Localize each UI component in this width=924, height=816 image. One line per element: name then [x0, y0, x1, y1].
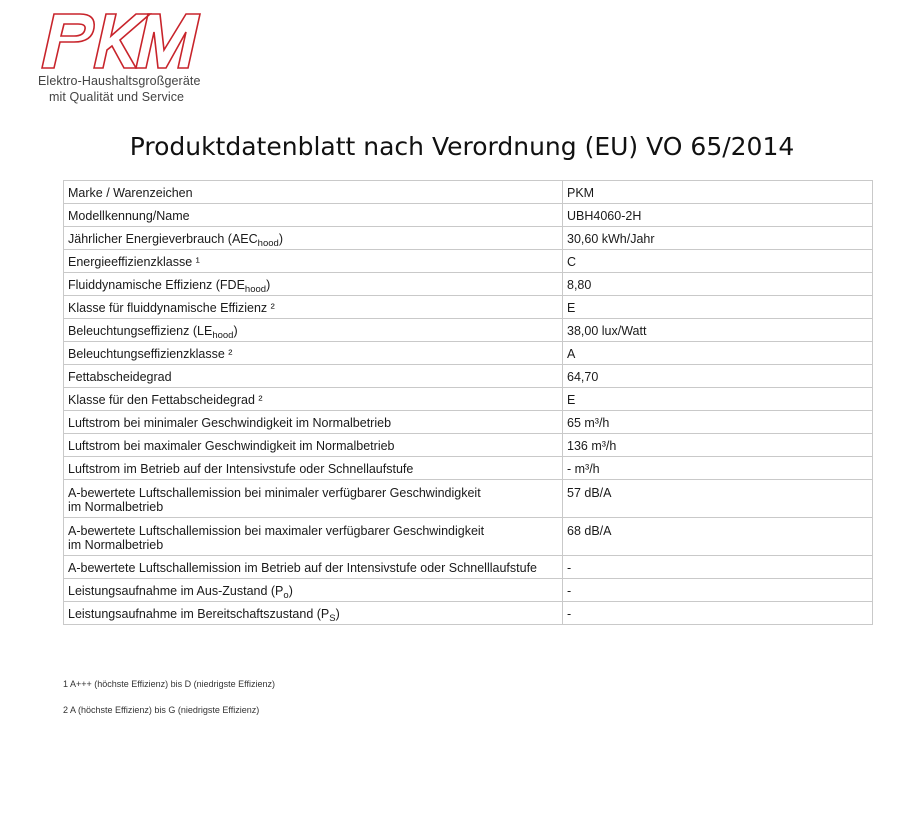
row-label-text: A-bewertete Luftschallemission bei minimaler verfügbarer Geschwindigkeit — [68, 486, 481, 500]
row-value-cell — [563, 480, 873, 518]
row-value: 38,00 lux/Watt — [567, 324, 647, 338]
table-row — [64, 411, 873, 434]
row-label-cell — [64, 518, 563, 556]
row-label — [68, 518, 558, 552]
row-label-cell — [64, 434, 563, 457]
table-row — [64, 296, 873, 319]
row-label-line2: im Normalbetrieb — [68, 500, 164, 514]
table-row — [64, 457, 873, 480]
row-label — [68, 388, 558, 407]
table-row — [64, 181, 873, 204]
row-value-cell — [563, 365, 873, 388]
row-label — [68, 250, 558, 269]
row-label — [68, 556, 558, 575]
table-row — [64, 204, 873, 227]
row-label — [68, 411, 558, 430]
row-label-subscript: hood — [257, 238, 279, 249]
row-label-cell — [64, 181, 563, 204]
row-label-text: Beleuchtungseffizienz (LE — [68, 324, 213, 338]
row-label — [68, 227, 558, 249]
row-label-cell — [64, 250, 563, 273]
table-row — [64, 319, 873, 342]
row-label-end: ) — [233, 324, 238, 338]
row-label — [68, 273, 558, 295]
row-label — [68, 319, 558, 341]
footnote-1: 1 A+++ (höchste Effizienz) bis D (niedrigste Effizienz) — [63, 679, 276, 689]
row-label-cell — [64, 556, 563, 579]
table-row — [64, 602, 873, 625]
row-label — [68, 602, 558, 624]
table-row — [64, 227, 873, 250]
row-value: E — [567, 393, 576, 407]
row-label — [68, 204, 558, 223]
row-label-text: Luftstrom bei maximaler Geschwindigkeit im Normalbetrieb — [68, 439, 395, 453]
row-value-cell — [563, 579, 873, 602]
row-label-subscript: hood — [244, 284, 267, 295]
row-value-cell — [563, 602, 873, 625]
table-row — [64, 365, 873, 388]
row-value: 64,70 — [567, 370, 599, 384]
row-label-subscript: S — [329, 613, 336, 624]
row-value: A — [567, 347, 576, 361]
row-label-cell — [64, 602, 563, 625]
row-label-text: A-bewertete Luftschallemission im Betrieb auf der Intensivstufe oder Schnelllaufstufe — [68, 561, 537, 575]
row-label-text: Energieeffizienzklasse ¹ — [68, 255, 200, 269]
row-label — [68, 181, 558, 200]
logo-tagline-line1: Elektro-Haushaltsgroßgeräte — [38, 74, 201, 88]
table-row — [64, 388, 873, 411]
row-value-cell — [563, 227, 873, 250]
row-label-text: Luftstrom bei minimaler Geschwindigkeit im Normalbetrieb — [68, 416, 392, 430]
row-label-text: Fettabscheidegrad — [68, 370, 172, 384]
row-label — [68, 434, 558, 453]
row-label-text: Leistungsaufnahme im Bereitschaftszustand (P — [68, 607, 330, 621]
row-value: C — [567, 255, 577, 269]
row-label-text: Modellkennung/Name — [68, 209, 190, 223]
row-value-cell — [563, 434, 873, 457]
row-label-cell — [64, 319, 563, 342]
row-label-end: ) — [335, 607, 340, 621]
pkm-logo — [32, 6, 232, 102]
row-value-cell — [563, 342, 873, 365]
row-value: UBH4060-2H — [567, 209, 642, 223]
row-value-cell — [563, 388, 873, 411]
row-label-cell — [64, 342, 563, 365]
row-label-subscript: o — [283, 590, 289, 601]
row-label-line2: im Normalbetrieb — [68, 538, 164, 552]
row-label-text: Leistungsaufnahme im Aus-Zustand (P — [68, 584, 284, 598]
row-label-text: Luftstrom im Betrieb auf der Intensivstufe oder Schnellaufstufe — [68, 462, 414, 476]
row-value: - m³/h — [567, 462, 600, 476]
row-value-cell — [563, 457, 873, 480]
row-value-cell — [563, 273, 873, 296]
row-label-cell — [64, 227, 563, 250]
table-row — [64, 434, 873, 457]
row-label-text: Klasse für den Fettabscheidegrad ² — [68, 393, 263, 407]
row-value: E — [567, 301, 576, 315]
table-row — [64, 342, 873, 365]
product-data-table — [63, 180, 873, 625]
row-label-cell — [64, 457, 563, 480]
row-value: 57 dB/A — [567, 486, 612, 500]
row-label-end: ) — [266, 278, 271, 292]
footnote-2: 2 A (höchste Effizienz) bis G (niedrigste Effizienz) — [63, 705, 260, 715]
row-value-cell — [563, 204, 873, 227]
row-value: - — [567, 584, 572, 598]
row-value-cell — [563, 181, 873, 204]
row-label-cell — [64, 273, 563, 296]
row-value: 68 dB/A — [567, 524, 612, 538]
row-value-cell — [563, 411, 873, 434]
row-label-cell — [64, 411, 563, 434]
row-label — [68, 480, 558, 514]
pkm-logo-mark — [36, 10, 202, 72]
row-value-cell — [563, 319, 873, 342]
row-value: - — [567, 561, 572, 575]
row-label — [68, 296, 558, 315]
row-label-end: ) — [278, 232, 283, 246]
row-label-text: A-bewertete Luftschallemission bei maximaler verfügbarer Geschwindigkeit — [68, 524, 485, 538]
row-label — [68, 457, 558, 476]
table-row — [64, 480, 873, 518]
logo-tagline-line2: mit Qualität und Service — [49, 90, 185, 104]
row-value: 30,60 kWh/Jahr — [567, 232, 655, 246]
row-value: 8,80 — [567, 278, 592, 292]
table-row — [64, 579, 873, 602]
row-label-text: Jährlicher Energieverbrauch (AEC — [68, 232, 258, 246]
row-value: - — [567, 607, 572, 621]
row-value-cell — [563, 556, 873, 579]
row-label-text: Fluiddynamische Effizienz (FDE — [68, 278, 245, 292]
row-label — [68, 365, 558, 384]
row-value: 136 m³/h — [567, 439, 617, 453]
row-label-text: Klasse für fluiddynamische Effizienz ² — [68, 301, 275, 315]
table-row — [64, 273, 873, 296]
row-value-cell — [563, 518, 873, 556]
row-value-cell — [563, 250, 873, 273]
row-label-subscript: hood — [212, 330, 234, 341]
row-label-cell — [64, 480, 563, 518]
row-label — [68, 342, 558, 361]
row-value: PKM — [567, 186, 595, 200]
row-label-cell — [64, 204, 563, 227]
page-title: Produktdatenblatt nach Verordnung (EU) VO 65/2014 — [129, 132, 795, 161]
row-value: 65 m³/h — [567, 416, 610, 430]
table-row — [64, 518, 873, 556]
row-label-text: Marke / Warenzeichen — [68, 186, 193, 200]
row-label-cell — [64, 365, 563, 388]
row-label-text: Beleuchtungseffizienzklasse ² — [68, 347, 233, 361]
row-value-cell — [563, 296, 873, 319]
row-label-cell — [64, 388, 563, 411]
row-label-end: ) — [288, 584, 293, 598]
table-row — [64, 250, 873, 273]
table-row — [64, 556, 873, 579]
row-label-cell — [64, 296, 563, 319]
row-label-cell — [64, 579, 563, 602]
row-label — [68, 579, 558, 601]
